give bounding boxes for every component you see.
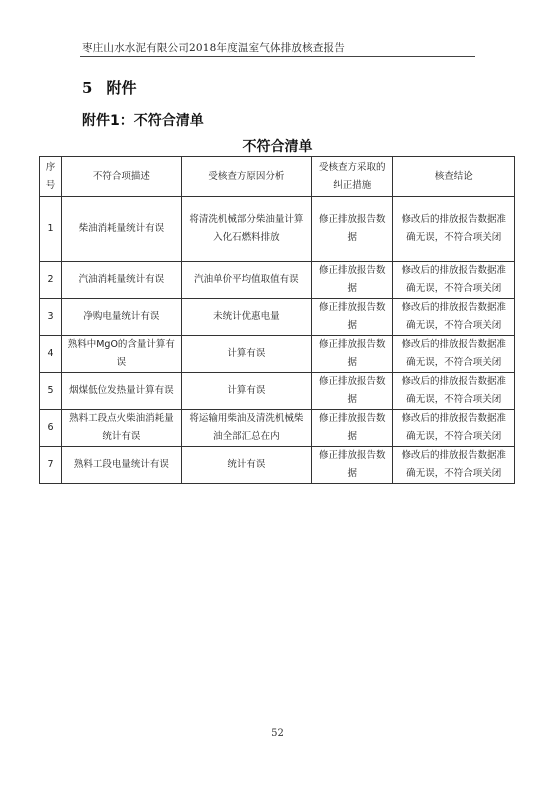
table-header-row [40, 157, 515, 197]
cell-cause: 统计有误 [181, 447, 312, 484]
cell-fix: 修正排放报告数据 [312, 373, 393, 410]
header-conclusion: 核查结论 [393, 157, 515, 197]
page-number: 52 [271, 728, 284, 739]
cell-cause: 计算有误 [181, 373, 312, 410]
cell-description: 烟煤低位发热量计算有误 [62, 373, 182, 410]
nonconformity-table [39, 156, 515, 484]
cell-description: 汽油消耗量统计有误 [62, 262, 182, 299]
cell-description: 熟料工段点火柴油消耗量统计有误 [62, 410, 182, 447]
cell-conclusion: 修改后的排放报告数据准确无误，不符合项关闭 [393, 262, 515, 299]
table-row [40, 410, 515, 447]
cell-description: 净购电量统计有误 [62, 299, 182, 336]
cell-cause: 将清洗机械部分柴油量计算入化石燃料排放 [181, 197, 312, 262]
section-heading [82, 77, 136, 98]
cell-cause: 计算有误 [181, 336, 312, 373]
cell-description: 柴油消耗量统计有误 [62, 197, 182, 262]
header-description: 不符合项描述 [62, 157, 182, 197]
header-no: 序号 [40, 157, 62, 197]
cell-conclusion: 修改后的排放报告数据准确无误，不符合项关闭 [393, 373, 515, 410]
cell-no: 6 [40, 410, 62, 447]
cell-cause: 将运输用柴油及清洗机械柴油全部汇总在内 [181, 410, 312, 447]
cell-description: 熟料中MgO的含量计算有误 [62, 336, 182, 373]
section-title: 附件 [106, 79, 137, 97]
header-fix: 受核查方采取的纠正措施 [312, 157, 393, 197]
table-row [40, 197, 515, 262]
cell-conclusion: 修改后的排放报告数据准确无误，不符合项关闭 [393, 299, 515, 336]
page-header: 枣庄山水水泥有限公司2018年度温室气体排放核查报告 [82, 42, 345, 54]
cell-no: 3 [40, 299, 62, 336]
table-row [40, 336, 515, 373]
cell-no: 7 [40, 447, 62, 484]
table-row [40, 299, 515, 336]
cell-fix: 修正排放报告数据 [312, 410, 393, 447]
table-row [40, 262, 515, 299]
cell-fix: 修正排放报告数据 [312, 447, 393, 484]
cell-fix: 修正排放报告数据 [312, 197, 393, 262]
cell-conclusion: 修改后的排放报告数据准确无误，不符合项关闭 [393, 197, 515, 262]
cell-description: 熟料工段电量统计有误 [62, 447, 182, 484]
table-row [40, 447, 515, 484]
cell-conclusion: 修改后的排放报告数据准确无误，不符合项关闭 [393, 447, 515, 484]
cell-no: 5 [40, 373, 62, 410]
header-divider [80, 56, 475, 57]
cell-conclusion: 修改后的排放报告数据准确无误，不符合项关闭 [393, 410, 515, 447]
cell-no: 2 [40, 262, 62, 299]
subsection-heading: 附件1：不符合清单 [82, 113, 204, 129]
cell-fix: 修正排放报告数据 [312, 262, 393, 299]
cell-conclusion: 修改后的排放报告数据准确无误，不符合项关闭 [393, 336, 515, 373]
cell-fix: 修正排放报告数据 [312, 336, 393, 373]
cell-cause: 汽油单价平均值取值有误 [181, 262, 312, 299]
table-row [40, 373, 515, 410]
section-number: 5 [82, 79, 93, 97]
cell-no: 4 [40, 336, 62, 373]
cell-no: 1 [40, 197, 62, 262]
cell-cause: 未统计优惠电量 [181, 299, 312, 336]
table-title: 不符合清单 [242, 139, 313, 155]
cell-fix: 修正排放报告数据 [312, 299, 393, 336]
header-cause: 受核查方原因分析 [181, 157, 312, 197]
